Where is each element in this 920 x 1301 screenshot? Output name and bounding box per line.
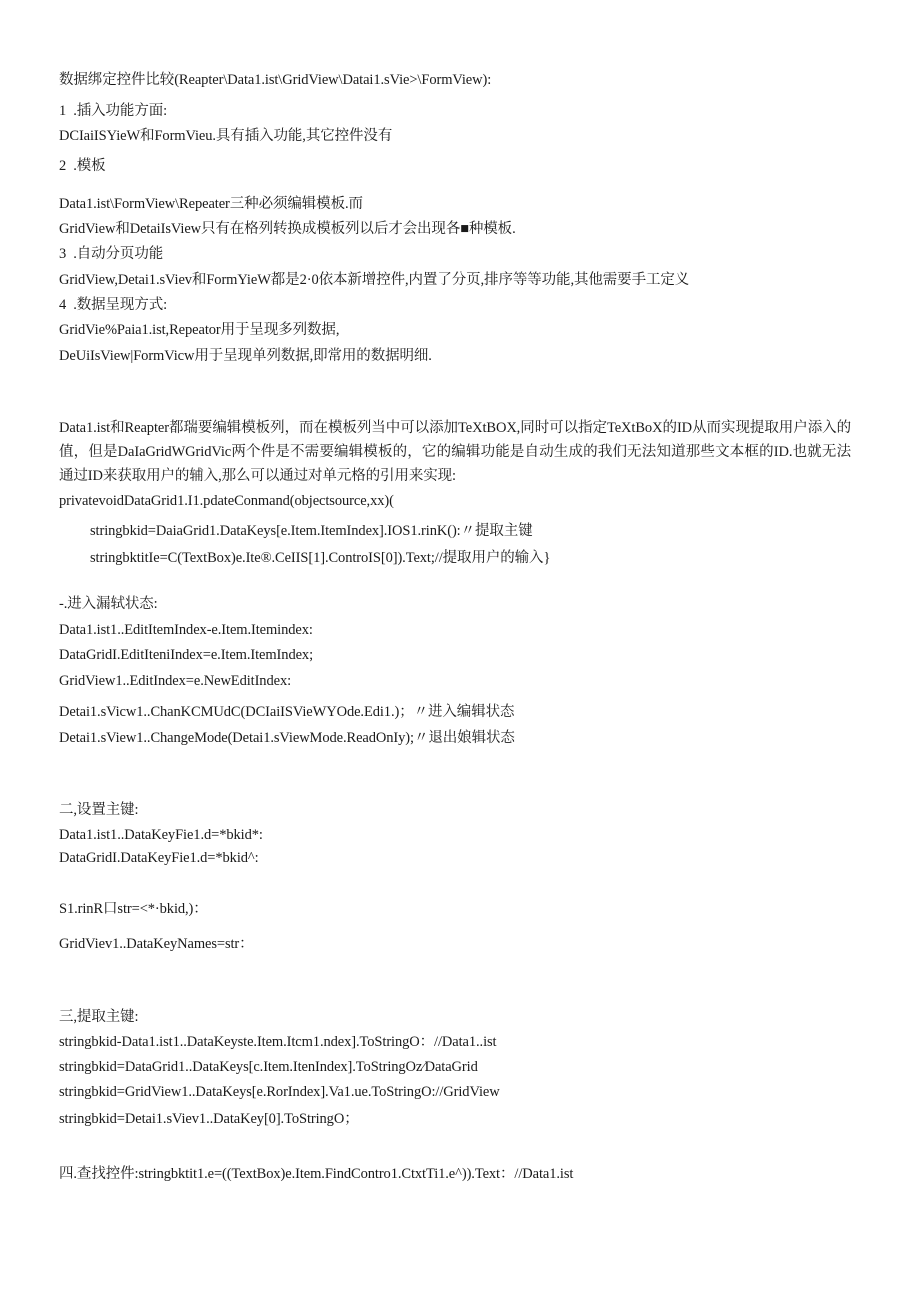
edit-state-heading: -.进入漏轼状态: bbox=[59, 596, 158, 612]
section-2-heading: 2 .模板 bbox=[59, 158, 106, 174]
section-4-heading: 4 .数据呈现方式: bbox=[59, 297, 168, 313]
find-control-line: 四.查找控件:stringbktit1.e=((TextBox)e.Item.FindContro1.CtxtTi1.e^)).Text：//Data1.ist bbox=[59, 1166, 574, 1182]
section-1-text: DCIaiISYieW和FormVieu.具有插入功能,其它控件没有 bbox=[59, 128, 393, 144]
section-4-text-2: DeUiIsView|FormVicw用于呈现单列数据,即常用的数据明细. bbox=[59, 348, 432, 364]
section-2-text-2: GridView和DetaiIsView只有在格列转换成模板列以后才会出现各■种模板. bbox=[59, 221, 516, 237]
section-2-text-1: Data1.ist\FormView\Repeater三种必须编辑模板.而 bbox=[59, 196, 363, 212]
primary-key-line-4: GridViev1..DataKeyNames=str： bbox=[59, 936, 254, 952]
edit-state-line-3: GridView1..EditIndex=e.NewEditIndex: bbox=[59, 673, 292, 689]
primary-key-line-3: S1.rinR口str=<*·bkid,)： bbox=[59, 901, 208, 917]
extract-key-line-2: stringbkid=DataGrid1..DataKeys[c.Item.ItenIndex].ToStringOz∕DataGrid bbox=[59, 1059, 478, 1075]
extract-key-line-4: stringbkid=Detai1.sViev1..DataKey[0].ToStringO； bbox=[59, 1111, 359, 1127]
primary-key-heading: 二,设置主键: bbox=[59, 802, 139, 818]
comparison-title: 数据绑定控件比较(Reapter\Data1.ist\GridView\Datai1.sVie>\FormView): bbox=[59, 72, 492, 88]
edit-state-line-1: Data1.ist1..EditItemIndex-e.Item.Itemindex: bbox=[59, 622, 313, 638]
edit-state-line-4: Detai1.sVicw1..ChanKCMUdC(DCIaiISVieWYOde.Edi1.)；〃进入编辑状态 bbox=[59, 704, 515, 720]
section-1-heading: 1 .插入功能方面: bbox=[59, 103, 168, 119]
section-4-text-1: GridVie%Paia1.ist,Repeator用于呈现多列数据, bbox=[59, 322, 340, 338]
primary-key-line-1: Data1.ist1..DataKeyFie1.d=*bkid*: bbox=[59, 827, 263, 843]
edit-state-line-2: DataGridI.EditIteniIndex=e.Item.ItemIndex; bbox=[59, 647, 314, 663]
primary-key-line-2: DataGridI.DataKeyFie1.d=*bkid^: bbox=[59, 850, 259, 866]
code-extract-key: stringbkid=DaiaGrid1.DataKeys[e.Item.ItemIndex].IOS1.rinK():〃提取主键 bbox=[90, 523, 533, 539]
extract-key-line-1: stringbkid-Data1.ist1..DataKeyste.Item.Itcm1.ndex].ToStringO：//Data1..ist bbox=[59, 1034, 497, 1050]
edit-state-line-5: Detai1.sView1..ChangeMode(Detai1.sViewMode.ReadOnIy);〃退出娘辑状态 bbox=[59, 730, 515, 746]
code-update-command: privatevoidDataGrid1.I1.pdateConmand(objectsource,xx)( bbox=[59, 493, 394, 509]
template-column-paragraph: Data1.ist和Reapter都瑞要编辑模板列，而在模板列当中可以添加TeXtBOX,同时可以指定TeXtBoX的ID从而实现提取用户添入的值，但是DaIaGridWGridVic两个件是不需要编辑模板的，它的编辑功能是自动生成的我们无法知道那些文本框的ID.也就无法通过ID来获取用户的辅入,那么可以通过对单元格的引用来实现: bbox=[59, 420, 851, 484]
section-3-heading: 3 .自动分页功能 bbox=[59, 246, 164, 262]
extract-key-line-3: stringbkid=GridView1..DataKeys[e.RorIndex].Va1.ue.ToStringO://GridView bbox=[59, 1084, 500, 1100]
extract-key-heading: 三,提取主键: bbox=[59, 1009, 139, 1025]
code-extract-title: stringbktitIe=C(TextBox)e.Ite®.CeIIS[1].ControIS[0]).Text;//提取用户的输入} bbox=[90, 550, 551, 566]
section-3-text: GridView,Detai1.sViev和FormYieW都是2·0依本新增控件,内置了分页,排序等等功能,其他需要手工定义 bbox=[59, 272, 690, 288]
